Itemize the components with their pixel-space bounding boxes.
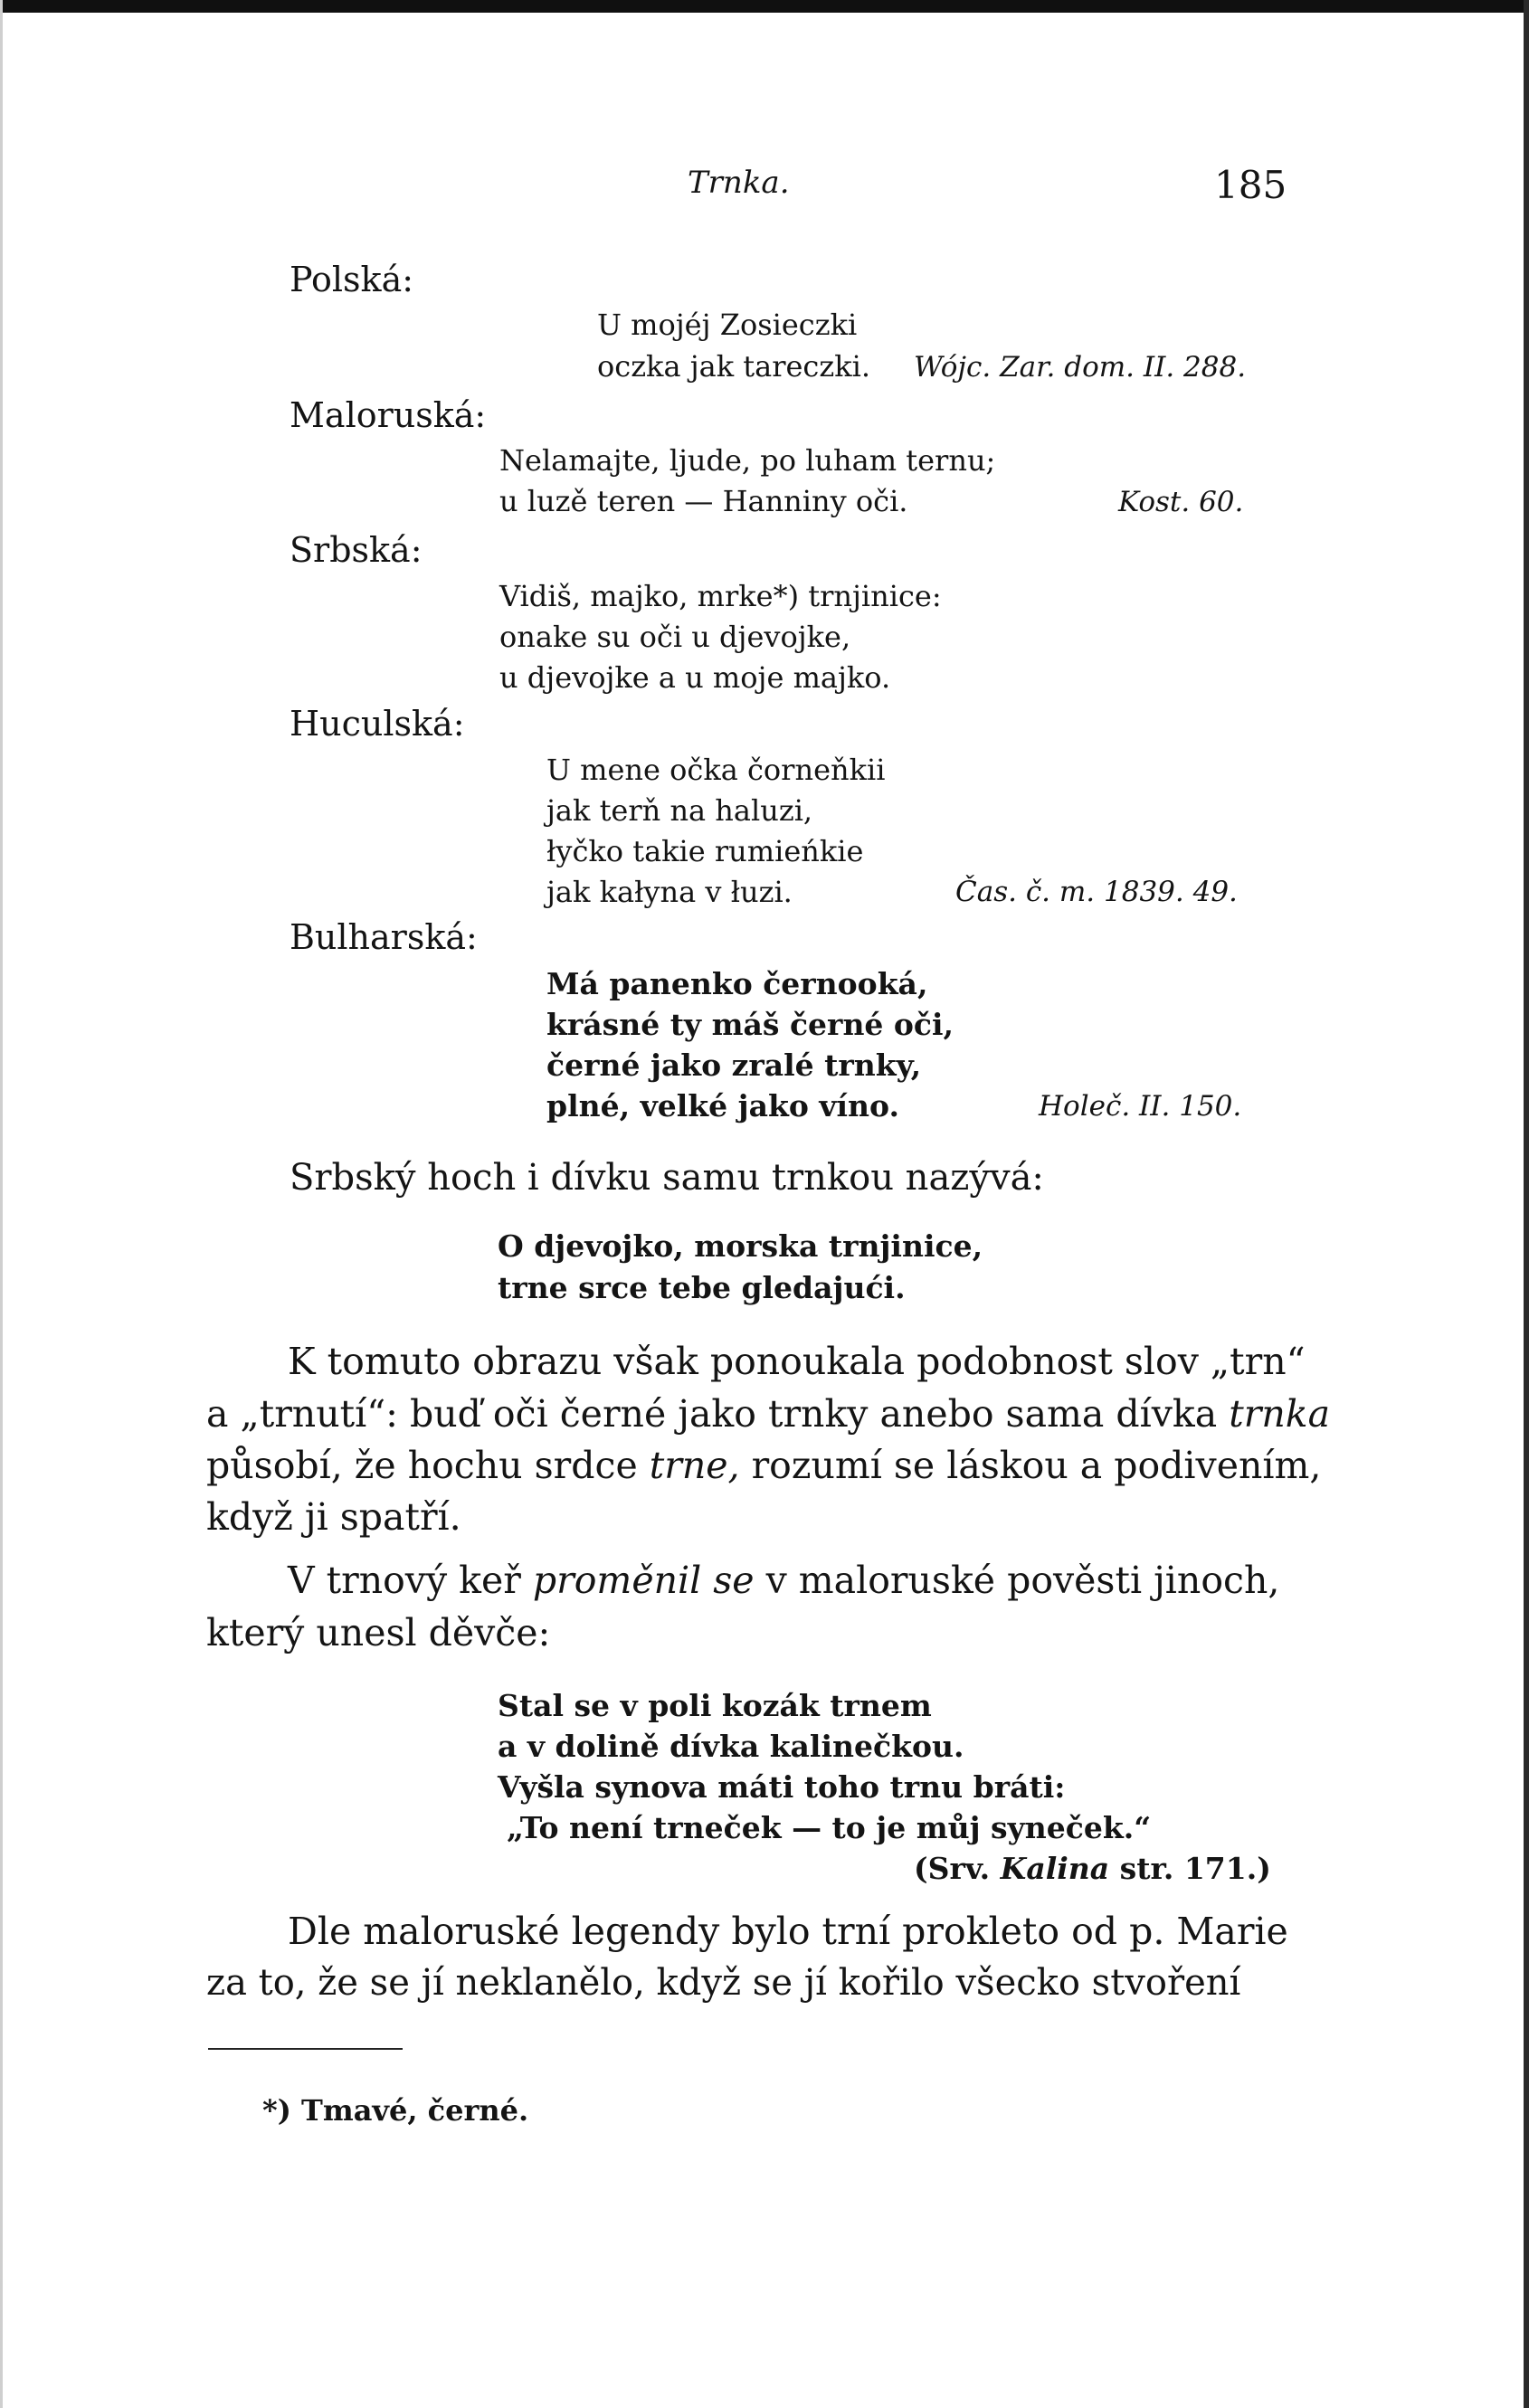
emphasis-word: trne, (649, 1444, 740, 1487)
verse-line: Stal se v poli kozák trnem (498, 1688, 932, 1723)
verse-line: onake su oči u djevojke, (499, 620, 851, 654)
verse-line: Vyšla synova máti toho trnu bráti: (498, 1769, 1066, 1805)
running-header-title: Trnka. (688, 165, 790, 201)
scan-edge-left (0, 0, 3, 2408)
paragraph-line: Srbský hoch i dívku samu trnkou nazývá: (290, 1157, 1044, 1199)
paragraph-line: působí, že hochu srdce trne, rozumí se láskou a podivením, (206, 1444, 1322, 1487)
verse-line: a v dolině dívka kalinečkou. (498, 1729, 964, 1764)
emphasis-word: proměnil se (532, 1559, 755, 1602)
paragraph-line: když ji spatří. (206, 1495, 461, 1539)
verse-line: oczka jak tareczki. (597, 349, 870, 384)
verse-line: U mojéj Zosieczki (597, 308, 858, 342)
verse-line: Nelamajte, ljude, po luham ternu; (499, 443, 996, 478)
source-citation: Kost. 60. (1118, 486, 1244, 518)
verse-line: O djevojko, morska trnjinice, (498, 1228, 983, 1264)
source-citation: Čas. č. m. 1839. 49. (955, 876, 1238, 908)
section-label-polska: Polská: (290, 260, 414, 299)
verse-line: Vidiš, majko, mrke*) trnjinice: (499, 579, 942, 613)
verse-line: trne srce tebe gledajući. (498, 1270, 906, 1305)
paragraph-line: Dle maloruské legendy bylo trní prokleto od p. Marie (288, 1910, 1288, 1953)
footnote-rule (208, 2048, 403, 2050)
verse-line: u luzě teren — Hanniny oči. (499, 484, 908, 518)
scan-edge-right (1524, 0, 1529, 2408)
section-label-bulharska: Bulharská: (290, 917, 478, 957)
verse-line: łyčko takie rumieńkie (546, 834, 864, 868)
verse-line: Má panenko černooká, (546, 966, 928, 1001)
verse-line: u djevojke a u moje majko. (499, 660, 891, 695)
emphasis-word: trnka (1229, 1392, 1331, 1436)
scan-edge-top (0, 0, 1529, 13)
verse-line: krásné ty máš černé oči, (546, 1007, 954, 1042)
page-number: 185 (1214, 163, 1287, 207)
source-citation: (Srv. Kalina str. 171.) (914, 1851, 1271, 1886)
verse-line: U mene očka čorneňkii (546, 753, 886, 787)
section-label-huculska: Huculská: (290, 704, 465, 744)
paragraph-line: a „trnutí“: buď oči černé jako trnky anebo sama dívka trnka (206, 1392, 1331, 1436)
section-label-maloruska: Maloruská: (290, 395, 487, 435)
source-citation: Wójc. Zar. dom. II. 288. (914, 351, 1247, 384)
verse-line: jak terň na haluzi, (546, 793, 813, 828)
verse-line: plné, velké jako víno. (546, 1088, 899, 1123)
paragraph-line: za to, že se jí neklanělo, když se jí kořilo všecko stvoření (206, 1962, 1241, 2004)
verse-line: „To není trneček — to je můj syneček.“ (507, 1810, 1152, 1845)
source-citation: Holeč. II. 150. (1039, 1090, 1242, 1123)
paragraph-line: V trnový keř proměnil se v maloruské pověsti jinoch, (288, 1559, 1280, 1602)
footnote: *) Tmavé, černé. (262, 2093, 529, 2128)
section-label-srbska: Srbská: (290, 530, 423, 570)
paragraph-line: K tomuto obrazu však ponoukala podobnost slov „trn“ (288, 1340, 1306, 1383)
paragraph-line: který unesl děvče: (206, 1611, 551, 1654)
verse-line: černé jako zralé trnky, (546, 1048, 922, 1083)
verse-line: jak kałyna v łuzi. (546, 875, 793, 909)
